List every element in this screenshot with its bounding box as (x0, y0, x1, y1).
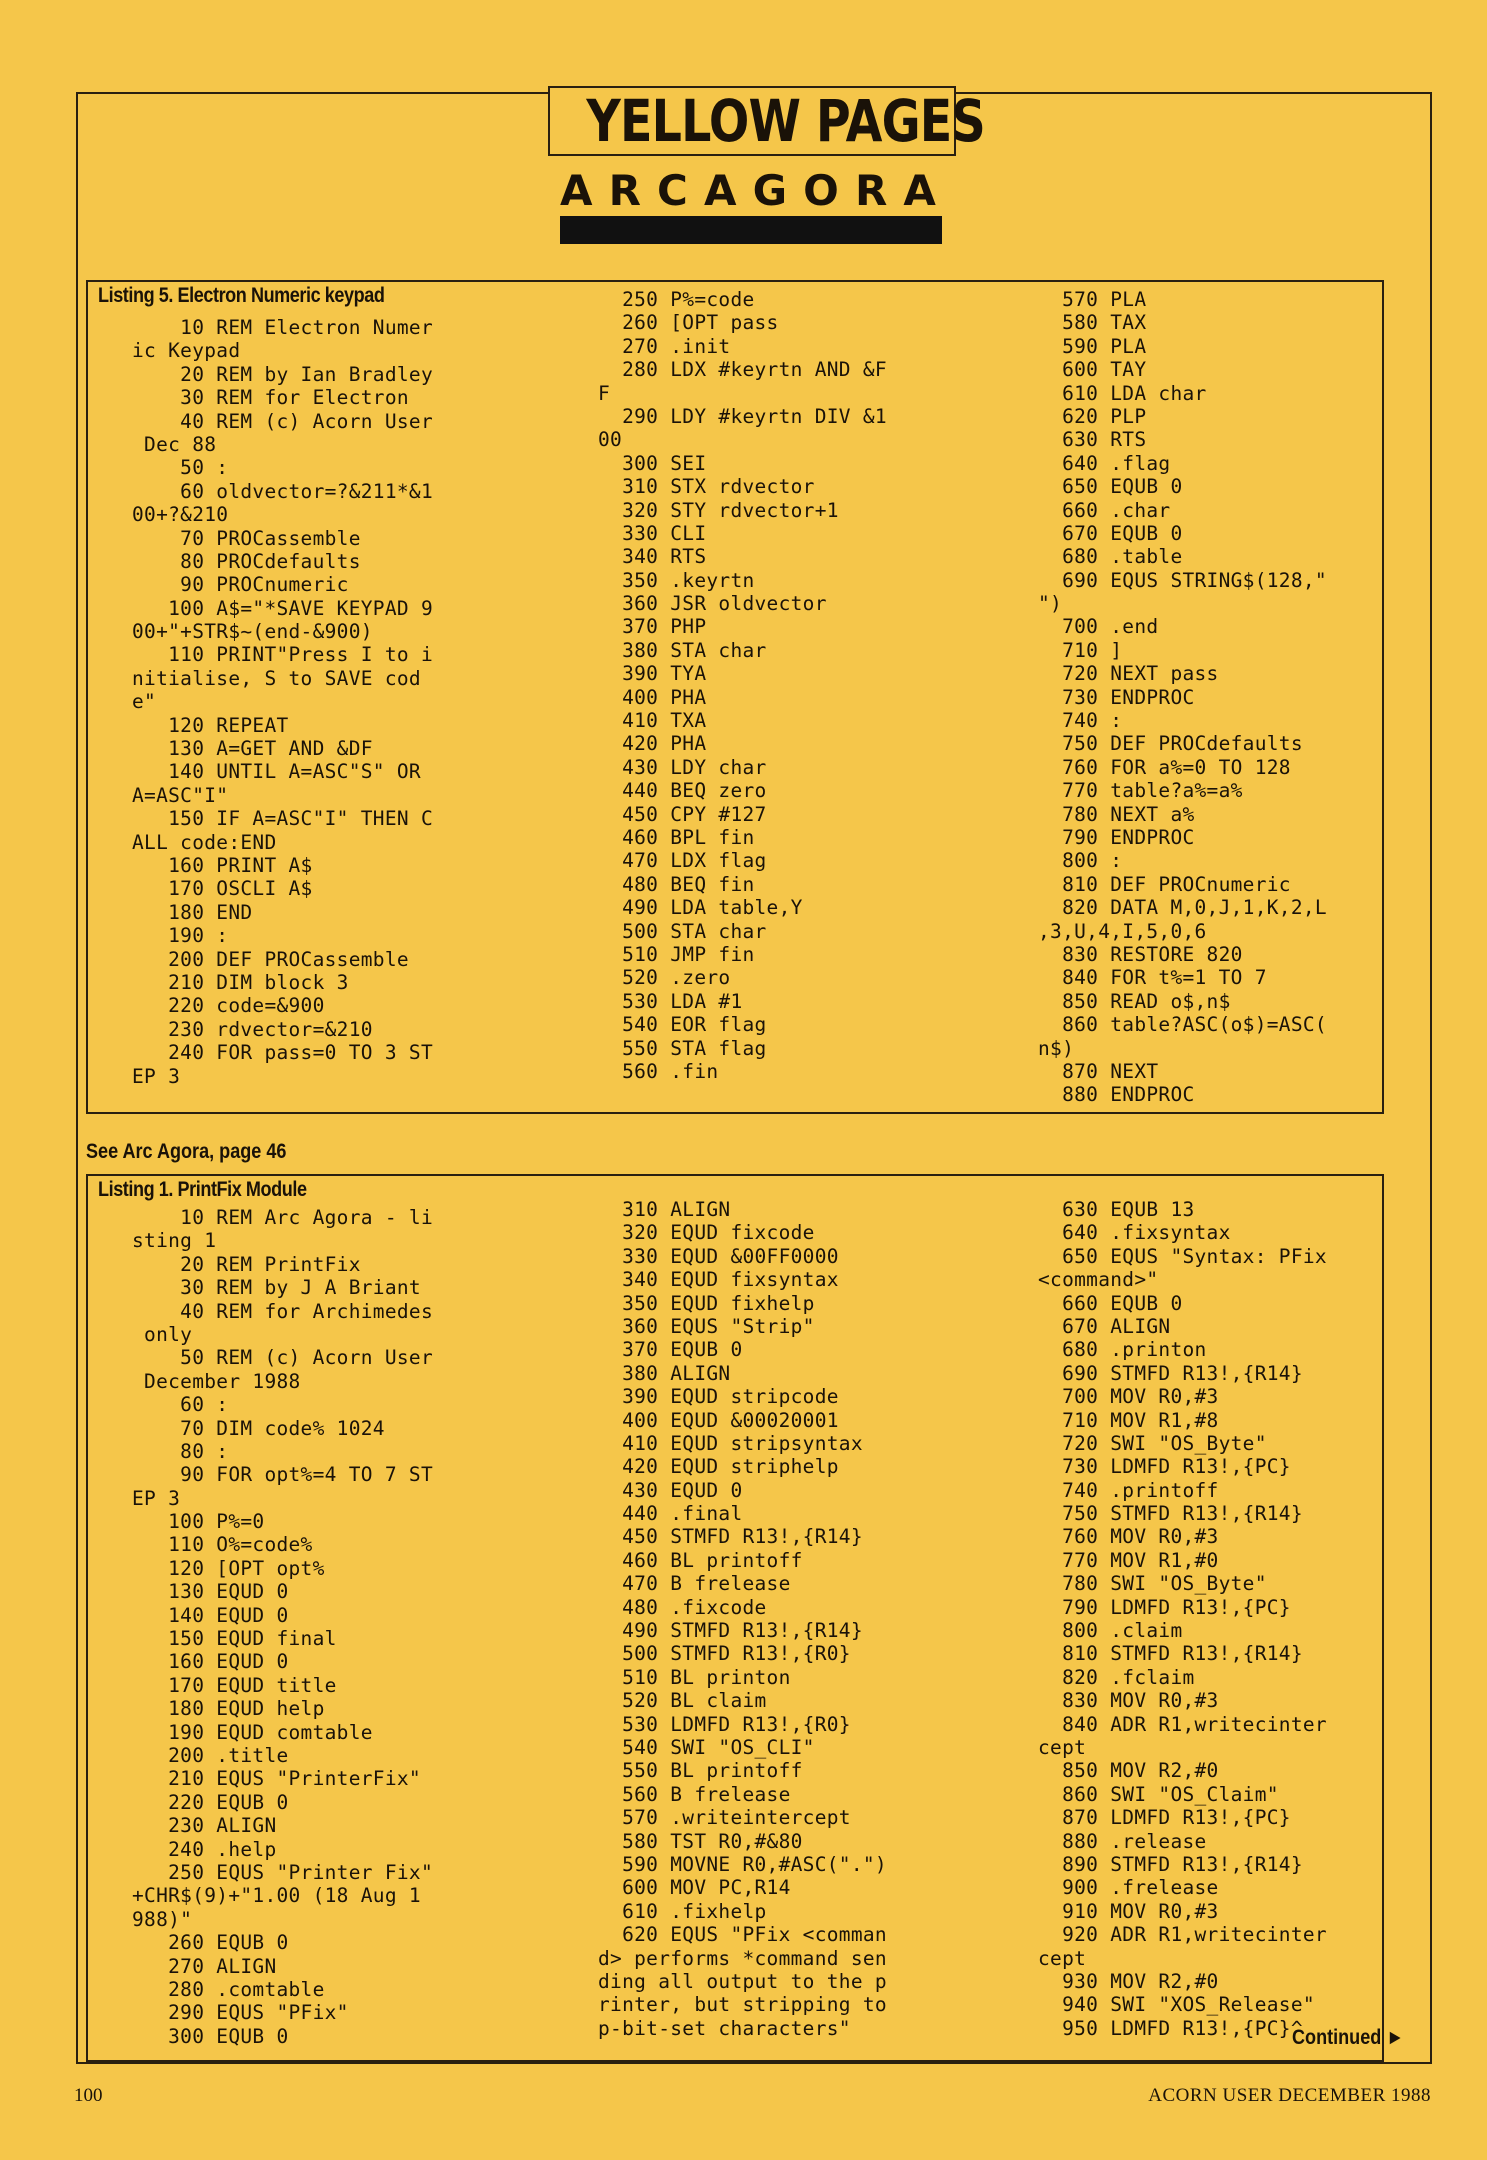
code-line: 740 .printoff (1038, 1478, 1219, 1502)
code-line: 920 ADR R1,writecinter (1038, 1923, 1327, 1947)
code-line: 400 PHA (598, 685, 707, 709)
code-line: 130 A=GET AND &DF (132, 737, 373, 761)
section-letter: C (657, 165, 688, 215)
code-line: EP 3 (132, 1064, 181, 1088)
code-line: 600 TAY (1038, 358, 1147, 382)
code-line: 350 EQUD fixhelp (598, 1291, 815, 1315)
code-line: 170 OSCLI A$ (132, 877, 313, 901)
code-line: 730 ENDPROC (1038, 685, 1195, 709)
code-line: cept (1038, 1946, 1087, 1970)
listing-5-column-3 (1038, 288, 1327, 1107)
code-line: 230 rdvector=&210 (132, 1017, 373, 1041)
code-line: sting 1 (132, 1229, 217, 1253)
code-line: 380 STA char (598, 638, 767, 662)
code-line: 300 SEI (598, 451, 707, 475)
code-line: 370 EQUB 0 (598, 1338, 743, 1362)
section-letter: R (608, 165, 641, 215)
code-line: 670 ALIGN (1038, 1314, 1171, 1338)
code-line: 30 REM for Electron (132, 386, 409, 410)
code-line: 850 READ o$,n$ (1038, 989, 1231, 1013)
code-line: 640 .fixsyntax (1038, 1221, 1231, 1245)
code-line: e" (132, 690, 157, 714)
code-line: 80 PROCdefaults (132, 549, 361, 573)
code-line: 540 EOR flag (598, 1013, 767, 1037)
code-line: 810 DEF PROCnumeric (1038, 872, 1291, 896)
code-line: 560 .fin (598, 1059, 719, 1083)
code-line: 660 .char (1038, 498, 1171, 522)
code-line: 00+?&210 (132, 503, 229, 527)
code-line: 520 BL claim (598, 1689, 767, 1713)
code-line: 240 FOR pass=0 TO 3 ST (132, 1041, 433, 1065)
code-line: 730 LDMFD R13!,{PC} (1038, 1455, 1291, 1479)
code-line: 790 LDMFD R13!,{PC} (1038, 1595, 1291, 1619)
code-line: 410 TXA (598, 709, 707, 733)
section-bar (560, 216, 942, 244)
code-line: 750 DEF PROCdefaults (1038, 732, 1303, 756)
code-line: 580 TAX (1038, 311, 1147, 335)
code-line: 400 EQUD &00020001 (598, 1408, 839, 1432)
code-line: 530 LDA #1 (598, 989, 743, 1013)
code-line: 690 EQUS STRING$(128," (1038, 568, 1327, 592)
code-line: 260 EQUB 0 (132, 1931, 289, 1955)
code-line: 770 MOV R1,#0 (1038, 1548, 1219, 1572)
masthead-title: YELLOW PAGES (586, 87, 985, 155)
code-line: 550 STA flag (598, 1036, 767, 1060)
code-line: Dec 88 (132, 432, 217, 456)
code-line: 340 RTS (598, 545, 707, 569)
code-line: 950 LDMFD R13!,{PC}^ (1038, 2016, 1303, 2040)
code-line: 310 ALIGN (598, 1198, 731, 1221)
code-line: 570 .writeintercept (598, 1806, 851, 1830)
code-line: 500 STA char (598, 919, 767, 943)
code-line: 270 .init (598, 334, 731, 358)
listing-5-column-2 (598, 288, 887, 1083)
code-line: 870 NEXT (1038, 1059, 1159, 1083)
code-line: 610 .fixhelp (598, 1899, 767, 1923)
code-line: 630 EQUB 13 (1038, 1198, 1195, 1221)
code-line: 50 : (132, 456, 229, 480)
code-line: 240 .help (132, 1837, 277, 1861)
code-line: 540 SWI "OS_CLI" (598, 1735, 815, 1759)
code-line: 760 MOV R0,#3 (1038, 1525, 1219, 1549)
code-line: 350 .keyrtn (598, 568, 755, 592)
code-line: 710 ] (1038, 638, 1123, 662)
section-letter: A (560, 165, 593, 215)
code-line: 880 ENDPROC (1038, 1083, 1195, 1107)
code-line: 300 EQUB 0 (132, 2024, 289, 2048)
code-line: 570 PLA (1038, 288, 1147, 311)
code-line: 480 BEQ fin (598, 872, 755, 896)
code-line: EP 3 (132, 1486, 181, 1510)
code-line: 670 EQUB 0 (1038, 521, 1183, 545)
listing-1-column-2 (598, 1198, 887, 2040)
page-number: 100 (74, 2085, 103, 2106)
code-line: 500 STMFD R13!,{R0} (598, 1642, 851, 1666)
magazine-footer: ACORN USER DECEMBER 1988 (1148, 2085, 1431, 2106)
code-line: 180 END (132, 900, 253, 924)
code-line: only (132, 1322, 193, 1346)
code-line: 610 LDA char (1038, 381, 1207, 405)
code-line: 260 [OPT pass (598, 311, 779, 335)
code-line: 220 EQUB 0 (132, 1790, 289, 1814)
code-line: ALL code:END (132, 830, 277, 854)
code-line: 820 .fclaim (1038, 1665, 1195, 1689)
code-line: p-bit-set characters" (598, 2016, 851, 2040)
code-line: 220 code=&900 (132, 994, 325, 1018)
section-letter: A (903, 165, 936, 215)
code-line: 700 MOV R0,#3 (1038, 1385, 1219, 1409)
code-line: 390 TYA (598, 662, 707, 686)
code-line: 460 BL printoff (598, 1548, 803, 1572)
code-line: ic Keypad (132, 339, 241, 363)
code-line: 810 STMFD R13!,{R14} (1038, 1642, 1303, 1666)
code-line: 00+"+STR$~(end-&900) (132, 620, 373, 644)
code-line: 100 A$="*SAVE KEYPAD 9 (132, 596, 433, 620)
code-line: 80 : (132, 1439, 229, 1463)
code-line: 320 STY rdvector+1 (598, 498, 839, 522)
code-line: 590 PLA (1038, 334, 1147, 358)
code-line: 410 EQUD stripsyntax (598, 1431, 863, 1455)
code-line: 530 LDMFD R13!,{R0} (598, 1712, 851, 1736)
code-line: 450 STMFD R13!,{R14} (598, 1525, 863, 1549)
code-line: 650 EQUB 0 (1038, 475, 1183, 499)
code-line: 890 STMFD R13!,{R14} (1038, 1852, 1303, 1876)
section-letter: A (703, 165, 737, 215)
code-line: 330 EQUD &00FF0000 (598, 1244, 839, 1268)
code-line: 800 : (1038, 849, 1123, 873)
code-line: 340 EQUD fixsyntax (598, 1268, 839, 1292)
code-line: 360 EQUS "Strip" (598, 1314, 815, 1338)
code-line: 210 DIM block 3 (132, 970, 349, 994)
code-line: ding all output to the p (598, 1969, 887, 1993)
code-line: 590 MOVNE R0,#ASC(".") (598, 1852, 887, 1876)
code-line: 190 EQUD comtable (132, 1720, 373, 1744)
code-line: 310 STX rdvector (598, 475, 815, 499)
code-line: 470 B frelease (598, 1572, 791, 1596)
code-line: F (598, 381, 611, 405)
code-line: 320 EQUD fixcode (598, 1221, 815, 1245)
code-line: 510 JMP fin (598, 942, 755, 966)
code-line: 160 PRINT A$ (132, 853, 313, 877)
code-line: 200 DEF PROCassemble (132, 947, 409, 971)
code-line: 230 ALIGN (132, 1814, 277, 1838)
code-line: 930 MOV R2,#0 (1038, 1969, 1219, 1993)
section-title (548, 166, 948, 214)
code-line: 630 RTS (1038, 428, 1147, 452)
code-line: 40 REM for Archimedes (132, 1299, 433, 1323)
listing-1-column-3 (1038, 1198, 1327, 2040)
code-line: 90 FOR opt%=4 TO 7 ST (132, 1463, 433, 1487)
code-line: 430 EQUD 0 (598, 1478, 743, 1502)
code-line: 510 BL printon (598, 1665, 791, 1689)
code-line: 480 .fixcode (598, 1595, 767, 1619)
see-also-note: See Arc Agora, page 46 (86, 1140, 287, 1163)
code-line: cept (1038, 1735, 1087, 1759)
code-line: 120 [OPT opt% (132, 1556, 325, 1580)
code-line: 820 DATA M,0,J,1,K,2,L (1038, 896, 1327, 920)
code-line: 160 EQUD 0 (132, 1650, 289, 1674)
code-line: ,3,U,4,I,5,0,6 (1038, 919, 1207, 943)
code-line: 490 LDA table,Y (598, 896, 803, 920)
code-line: 800 .claim (1038, 1619, 1183, 1643)
code-line: 700 .end (1038, 615, 1159, 639)
code-line: 910 MOV R0,#3 (1038, 1899, 1219, 1923)
code-line: 210 EQUS "PrinterFix" (132, 1767, 421, 1791)
code-line: 490 STMFD R13!,{R14} (598, 1619, 863, 1643)
code-line: 00 (598, 428, 623, 452)
code-line: 30 REM by J A Briant (132, 1276, 421, 1300)
code-line: 620 EQUS "PFix <comman (598, 1923, 887, 1947)
code-line: 330 CLI (598, 521, 707, 545)
code-line: 420 EQUD striphelp (598, 1455, 839, 1479)
code-line: 360 JSR oldvector (598, 592, 827, 616)
continued-label: Continued ► (1292, 2026, 1405, 2049)
listing-1-heading: Listing 1. PrintFix Module (98, 1178, 307, 1201)
code-line: +CHR$(9)+"1.00 (18 Aug 1 (132, 1884, 421, 1908)
code-line: 140 EQUD 0 (132, 1603, 289, 1627)
listing-5-column-1 (132, 316, 433, 1088)
code-line: 200 .title (132, 1743, 289, 1767)
listing-1-column-1 (132, 1206, 433, 2048)
section-letter: G (752, 165, 788, 215)
code-line: 640 .flag (1038, 451, 1171, 475)
code-line: 880 .release (1038, 1829, 1207, 1853)
code-line: 830 RESTORE 820 (1038, 942, 1243, 966)
code-line: 600 MOV PC,R14 (598, 1876, 791, 1900)
code-line: 560 B frelease (598, 1782, 791, 1806)
code-line: 370 PHP (598, 615, 707, 639)
code-line: 430 LDY char (598, 755, 767, 779)
code-line: ") (1038, 592, 1063, 616)
code-line: 70 PROCassemble (132, 526, 361, 550)
code-line: 270 ALIGN (132, 1954, 277, 1978)
code-line: 940 SWI "XOS_Release" (1038, 1993, 1315, 2017)
code-line: 440 BEQ zero (598, 779, 767, 803)
code-line: A=ASC"I" (132, 783, 229, 807)
code-line: nitialise, S to SAVE cod (132, 666, 421, 690)
code-line: 390 EQUD stripcode (598, 1385, 839, 1409)
code-line: <command>" (1038, 1268, 1159, 1292)
code-line: 90 PROCnumeric (132, 573, 349, 597)
code-line: d> performs *command sen (598, 1946, 887, 1970)
code-line: 780 SWI "OS_Byte" (1038, 1572, 1267, 1596)
code-line: 150 EQUD final (132, 1627, 337, 1651)
code-line: 720 SWI "OS_Byte" (1038, 1431, 1267, 1455)
code-line: 110 PRINT"Press I to i (132, 643, 433, 667)
code-line: 110 O%=code% (132, 1533, 313, 1557)
code-line: 20 REM PrintFix (132, 1252, 361, 1276)
code-line: 190 : (132, 924, 229, 948)
code-line: 250 EQUS "Printer Fix" (132, 1860, 433, 1884)
code-line: 680 .table (1038, 545, 1183, 569)
code-line: 60 : (132, 1393, 229, 1417)
code-line: 120 REPEAT (132, 713, 289, 737)
code-line: 10 REM Arc Agora - li (132, 1206, 433, 1229)
code-line: 690 STMFD R13!,{R14} (1038, 1361, 1303, 1385)
code-line: rinter, but stripping to (598, 1993, 887, 2017)
code-line: 170 EQUD title (132, 1673, 337, 1697)
code-line: 420 PHA (598, 732, 707, 756)
code-line: 860 table?ASC(o$)=ASC( (1038, 1013, 1327, 1037)
code-line: 290 LDY #keyrtn DIV &1 (598, 404, 887, 428)
code-line: 130 EQUD 0 (132, 1580, 289, 1604)
code-line: 20 REM by Ian Bradley (132, 362, 433, 386)
code-line: December 1988 (132, 1369, 301, 1393)
code-line: 460 BPL fin (598, 825, 755, 849)
code-line: 770 table?a%=a% (1038, 779, 1243, 803)
code-line: 70 DIM code% 1024 (132, 1416, 385, 1440)
code-line: 710 MOV R1,#8 (1038, 1408, 1219, 1432)
code-line: 900 .frelease (1038, 1876, 1219, 1900)
code-line: 850 MOV R2,#0 (1038, 1759, 1219, 1783)
listing-5-heading: Listing 5. Electron Numeric keypad (98, 284, 385, 307)
code-line: 840 FOR t%=1 TO 7 (1038, 966, 1267, 990)
masthead-box (548, 86, 985, 156)
code-line: 650 EQUS "Syntax: PFix (1038, 1244, 1327, 1268)
code-line: 280 .comtable (132, 1977, 325, 2001)
code-line: 720 NEXT pass (1038, 662, 1219, 686)
code-line: 150 IF A=ASC"I" THEN C (132, 807, 433, 831)
code-line: 660 EQUB 0 (1038, 1291, 1183, 1315)
code-line: 250 P%=code (598, 288, 755, 311)
code-line: 840 ADR R1,writecinter (1038, 1712, 1327, 1736)
code-line: 860 SWI "OS_Claim" (1038, 1782, 1279, 1806)
code-line: 10 REM Electron Numer (132, 316, 433, 339)
code-line: 870 LDMFD R13!,{PC} (1038, 1806, 1291, 1830)
code-line: 550 BL printoff (598, 1759, 803, 1783)
code-line: 100 P%=0 (132, 1510, 265, 1534)
section-letter: O (803, 165, 839, 215)
code-line: 760 FOR a%=0 TO 128 (1038, 755, 1291, 779)
code-line: 680 .printon (1038, 1338, 1207, 1362)
code-line: 620 PLP (1038, 404, 1147, 428)
code-line: 780 NEXT a% (1038, 802, 1195, 826)
code-line: n$) (1038, 1036, 1075, 1060)
code-line: 380 ALIGN (598, 1361, 731, 1385)
code-line: 440 .final (598, 1502, 743, 1526)
code-line: 140 UNTIL A=ASC"S" OR (132, 760, 421, 784)
code-line: 180 EQUD help (132, 1697, 325, 1721)
code-line: 750 STMFD R13!,{R14} (1038, 1502, 1303, 1526)
code-line: 40 REM (c) Acorn User (132, 409, 433, 433)
code-line: 740 : (1038, 709, 1123, 733)
code-line: 790 ENDPROC (1038, 825, 1195, 849)
code-line: 520 .zero (598, 966, 731, 990)
section-letter: R (854, 165, 888, 215)
code-line: 60 oldvector=?&211*&1 (132, 479, 433, 503)
code-line: 580 TST R0,#&80 (598, 1829, 803, 1853)
code-line: 290 EQUS "PFix" (132, 2001, 349, 2025)
code-line: 50 REM (c) Acorn User (132, 1346, 433, 1370)
code-line: 988)" (132, 1907, 193, 1931)
code-line: 280 LDX #keyrtn AND &F (598, 358, 887, 382)
code-line: 450 CPY #127 (598, 802, 767, 826)
code-line: 470 LDX flag (598, 849, 767, 873)
code-line: 830 MOV R0,#3 (1038, 1689, 1219, 1713)
